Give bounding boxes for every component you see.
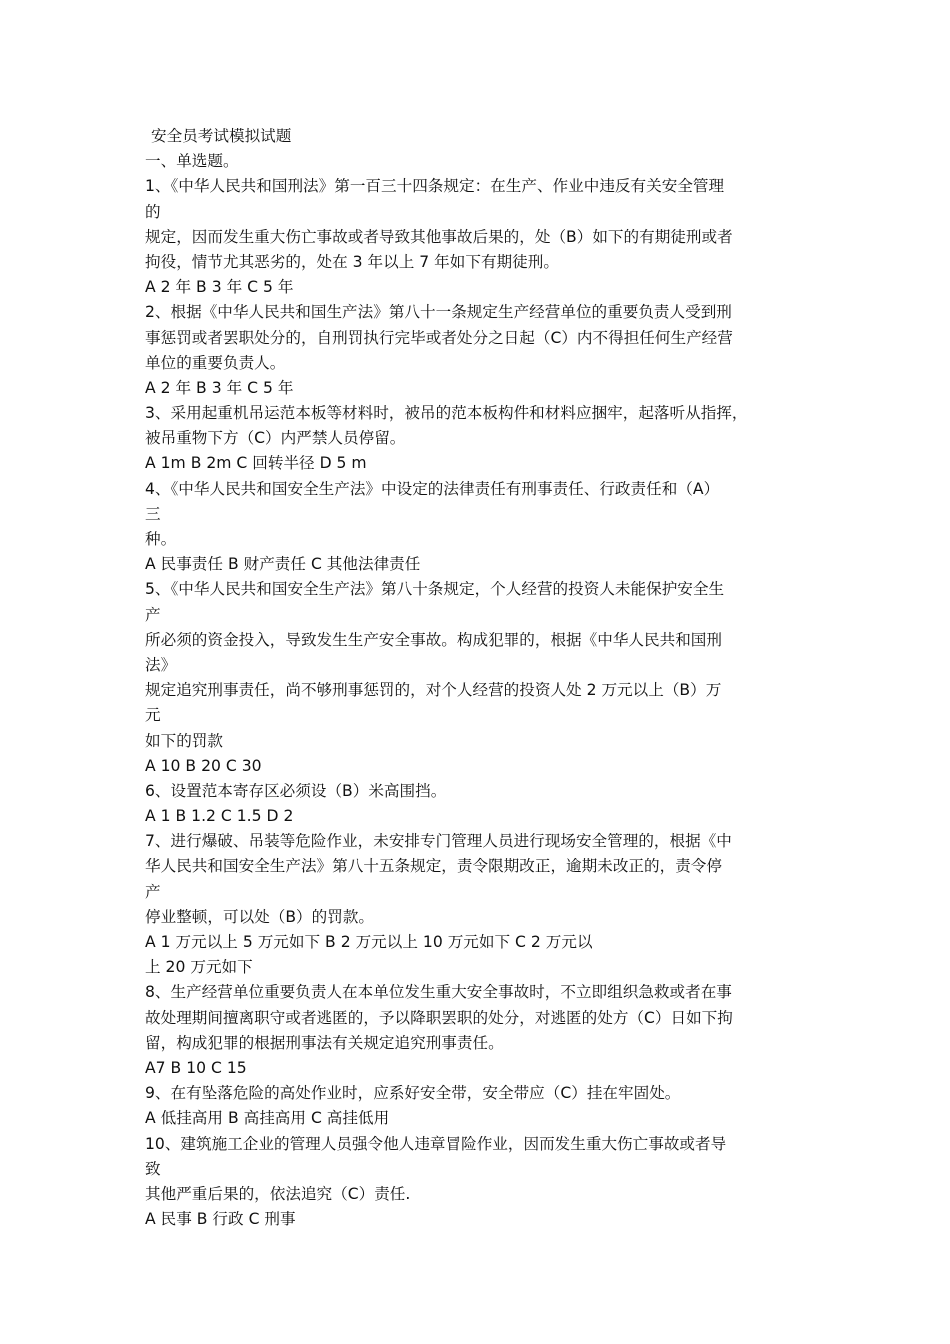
text-line: 2、根据《中华人民共和国生产法》第八十一条规定生产经营单位的重要负责人受到刑 xyxy=(145,303,732,322)
text-line: 拘役，情节尤其恶劣的，处在 3 年以上 7 年如下有期徒刑。 xyxy=(145,252,559,271)
text-line: A 10 B 20 C 30 xyxy=(145,756,262,775)
text-line: 9、在有坠落危险的高处作业时，应系好安全带，安全带应（C）挂在牢固处。 xyxy=(145,1084,681,1103)
document-title: 安全员考试模拟试题 xyxy=(151,127,292,145)
text-line: A 1 B 1.2 C 1.5 D 2 xyxy=(145,807,294,826)
text-line: 停业整顿，可以处（B）的罚款。 xyxy=(145,907,375,926)
text-line: 单位的重要负责人。 xyxy=(145,353,286,372)
text-line: 产 xyxy=(145,605,161,624)
text-line: 三 xyxy=(145,504,161,523)
text-line: 元 xyxy=(145,706,161,725)
text-line: A 1m B 2m C 回转半径 D 5 m xyxy=(145,454,367,473)
text-line: 3、采用起重机吊运范本板等材料时，被吊的范本板构件和材料应捆牢，起落听从指挥， xyxy=(145,404,748,423)
text-line: A 民事 B 行政 C 刑事 xyxy=(145,1210,296,1229)
text-line: 其他严重后果的，依法追究（C）责任. xyxy=(145,1184,411,1203)
text-line: 留，构成犯罪的根据刑事法有关规定追究刑事责任。 xyxy=(145,1033,504,1052)
text-line: A7 B 10 C 15 xyxy=(145,1058,247,1077)
text-line: 华人民共和国安全生产法》第八十五条规定，责令限期改正，逾期未改正的，责令停 xyxy=(145,857,722,876)
text-line: 如下的罚款 xyxy=(145,731,223,750)
text-line: A 2 年 B 3 年 C 5 年 xyxy=(145,278,294,297)
text-line: 事惩罚或者罢职处分的，自刑罚执行完毕或者处分之日起（C）内不得担任何生产经营 xyxy=(145,328,733,347)
text-line: 所必须的资金投入，导致发生生产安全事故。构成犯罪的，根据《中华人民共和国刑 xyxy=(145,630,722,649)
document-body xyxy=(145,124,815,1232)
text-line: 7、进行爆破、吊装等危险作业，未安排专门管理人员进行现场安全管理的，根据《中 xyxy=(145,832,732,851)
text-line: 规定，因而发生重大伤亡事故或者导致其他事故后果的，处（B）如下的有期徒刑或者 xyxy=(145,227,733,246)
text-line: 一、单选题。 xyxy=(145,152,239,171)
text-line: 致 xyxy=(145,1159,161,1178)
text-line: 上 20 万元如下 xyxy=(145,958,253,977)
text-line: 10、建筑施工企业的管理人员强令他人违章冒险作业，因而发生重大伤亡事故或者导 xyxy=(145,1134,727,1153)
text-line: 规定追究刑事责任，尚不够刑事惩罚的，对个人经营的投资人处 2 万元以上（B）万 xyxy=(145,681,722,700)
text-line: 法》 xyxy=(145,655,177,674)
text-line: 故处理期间擅离职守或者逃匿的，予以降职罢职的处分，对逃匿的处方（C）日如下拘 xyxy=(145,1008,733,1027)
document-lines xyxy=(145,149,815,1232)
text-line: A 民事责任 B 财产责任 C 其他法律责任 xyxy=(145,555,421,574)
text-line: A 低挂高用 B 高挂高用 C 高挂低用 xyxy=(145,1109,390,1128)
text-line: 产 xyxy=(145,882,161,901)
text-line: 被吊重物下方（C）内严禁人员停留。 xyxy=(145,429,406,448)
text-line: A 1 万元以上 5 万元如下 B 2 万元以上 10 万元如下 C 2 万元以 xyxy=(145,933,593,951)
text-line: 的 xyxy=(145,202,161,221)
text-line: 4、《中华人民共和国安全生产法》中设定的法律责任有刑事责任、行政责任和（A） xyxy=(145,479,720,498)
text-line: 1、《中华人民共和国刑法》第一百三十四条规定：在生产、作业中违反有关安全管理 xyxy=(145,177,725,196)
text-line: 8、生产经营单位重要负责人在本单位发生重大安全事故时，不立即组织急救或者在事 xyxy=(145,983,732,1002)
text-line: A 2 年 B 3 年 C 5 年 xyxy=(145,378,294,397)
text-line: 种。 xyxy=(145,530,177,548)
text-line: 6、设置范本寄存区必须设（B）米高围挡。 xyxy=(145,781,447,800)
text-line: 5、《中华人民共和国安全生产法》第八十条规定，个人经营的投资人未能保护安全生 xyxy=(145,580,725,599)
